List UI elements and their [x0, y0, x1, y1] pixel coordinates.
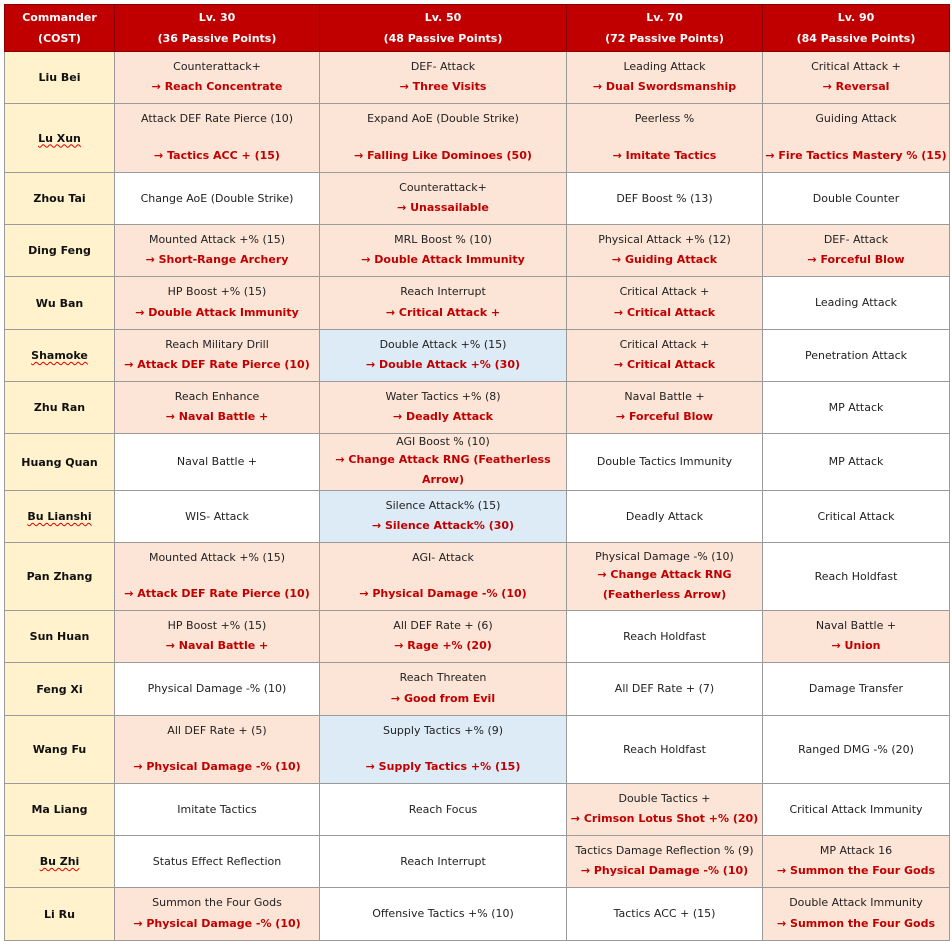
skill-cell — [763, 434, 950, 491]
skill-cell — [320, 663, 567, 716]
base-skill: Mounted Attack +% (15) — [148, 232, 286, 246]
skill-cell — [320, 330, 567, 382]
passive-skills-table — [4, 4, 950, 941]
skill-cell — [567, 611, 763, 663]
upgrade-skill: → Critical Attack — [613, 305, 716, 319]
skill-cell — [567, 277, 763, 330]
commander-name: Huang Quan — [5, 434, 115, 491]
skill-cell — [320, 52, 567, 104]
commander-name: Pan Zhang — [5, 543, 115, 611]
skill-cell — [567, 836, 763, 888]
table-row — [5, 888, 950, 941]
base-skill: Leading Attack — [814, 296, 898, 309]
table-row — [5, 330, 950, 382]
base-skill: All DEF Rate + (6) — [393, 618, 493, 632]
skill-cell — [320, 491, 567, 543]
base-skill: AGI- Attack — [412, 550, 474, 564]
upgrade-skill: → Short-Range Archery — [145, 252, 289, 266]
base-skill: Physical Damage -% (10) — [147, 682, 287, 695]
commander-name: Zhou Tai — [5, 173, 115, 225]
upgrade-skill: → Union — [831, 638, 881, 652]
base-skill: Reach Holdfast — [814, 569, 898, 583]
base-skill: Counterattack+ — [399, 180, 487, 194]
upgrade-skill: → Good from Evil — [390, 691, 496, 705]
upgrade-skill: → Deadly Attack — [393, 409, 493, 423]
base-skill: Damage Transfer — [808, 682, 904, 695]
base-skill: Reach Holdfast — [623, 629, 706, 643]
base-skill: Peerless % — [634, 111, 695, 125]
upgrade-skill: → Naval Battle + — [165, 409, 269, 423]
base-skill: All DEF Rate + (7) — [614, 682, 715, 695]
skill-cell — [115, 836, 320, 888]
base-skill: All DEF Rate + (5) — [167, 723, 267, 737]
skill-cell — [320, 225, 567, 277]
skill-cell — [763, 888, 950, 941]
upgrade-skill: → Double Attack +% (30) — [365, 357, 521, 371]
base-skill: Double Attack +% (15) — [379, 337, 507, 351]
base-skill: Guiding Attack — [815, 111, 897, 125]
base-skill: Imitate Tactics — [177, 802, 257, 816]
skill-cell — [567, 491, 763, 543]
upgrade-skill: → Falling Like Dominoes (50) — [354, 148, 532, 162]
skill-cell — [320, 434, 567, 491]
table-row — [5, 784, 950, 836]
base-skill: Status Effect Reflection — [152, 854, 282, 868]
skill-cell — [115, 716, 320, 784]
commander-name: Shamoke — [5, 330, 115, 382]
upgrade-skill: → Imitate Tactics — [612, 148, 717, 162]
commander-name: Ma Liang — [5, 784, 115, 836]
base-skill: HP Boost +% (15) — [167, 284, 267, 298]
skill-cell — [567, 104, 763, 173]
header-commander: Commander (COST) — [5, 5, 115, 52]
base-skill: Leading Attack — [623, 59, 706, 73]
skill-cell — [320, 888, 567, 941]
skill-cell — [320, 716, 567, 784]
skill-cell — [320, 784, 567, 836]
upgrade-skill: → Double Attack Immunity — [361, 252, 525, 266]
upgrade-skill: → Forceful Blow — [807, 252, 905, 266]
upgrade-skill: → Physical Damage -% (10) — [359, 586, 527, 600]
skill-cell — [320, 611, 567, 663]
skill-cell — [320, 836, 567, 888]
base-skill: HP Boost +% (15) — [167, 618, 267, 632]
skill-cell — [763, 716, 950, 784]
skill-cell — [567, 784, 763, 836]
skill-cell — [115, 173, 320, 225]
base-skill: MP Attack — [828, 455, 884, 468]
base-skill: Double Tactics Immunity — [596, 455, 733, 468]
table-row — [5, 104, 950, 173]
table-row — [5, 491, 950, 543]
skill-cell — [763, 382, 950, 434]
skill-cell — [320, 277, 567, 330]
skill-cell — [320, 382, 567, 434]
upgrade-skill: → Forceful Blow — [615, 409, 714, 423]
upgrade-skill: → Tactics ACC + (15) — [154, 148, 280, 162]
skill-cell — [320, 104, 567, 173]
skill-cell — [567, 663, 763, 716]
table-row — [5, 434, 950, 491]
header-row — [5, 5, 950, 52]
base-skill: Critical Attack + — [811, 59, 901, 73]
skill-cell — [567, 888, 763, 941]
upgrade-skill: → Dual Swordsmanship — [592, 79, 737, 93]
skill-cell — [115, 277, 320, 330]
base-skill: Attack DEF Rate Pierce (10) — [141, 111, 293, 125]
skill-cell — [320, 173, 567, 225]
base-skill: Reach Military Drill — [165, 337, 269, 351]
table-row — [5, 225, 950, 277]
upgrade-skill: → Fire Tactics Mastery % (15) — [765, 148, 947, 162]
header-lv50: Lv. 50 (48 Passive Points) — [320, 5, 567, 52]
base-skill: MP Attack 16 — [819, 843, 893, 857]
skill-cell — [763, 663, 950, 716]
commander-name: Liu Bei — [5, 52, 115, 104]
upgrade-skill: → Rage +% (20) — [394, 638, 492, 652]
base-skill: AGI Boost % (10) — [396, 435, 490, 448]
base-skill: Naval Battle + — [815, 618, 897, 632]
upgrade-skill: → Critical Attack — [613, 357, 716, 371]
skill-cell — [567, 716, 763, 784]
skill-cell — [115, 888, 320, 941]
skill-cell — [115, 104, 320, 173]
base-skill: Offensive Tactics +% (10) — [372, 907, 514, 920]
skill-cell — [320, 543, 567, 611]
skill-cell — [115, 663, 320, 716]
upgrade-skill: → Guiding Attack — [611, 252, 718, 266]
upgrade-skill: → Double Attack Immunity — [135, 305, 299, 319]
base-skill: Change AoE (Double Strike) — [140, 191, 294, 205]
skill-cell — [115, 382, 320, 434]
base-skill: Expand AoE (Double Strike) — [367, 111, 519, 125]
base-skill: Water Tactics +% (8) — [385, 389, 501, 403]
table-row — [5, 382, 950, 434]
base-skill: Supply Tactics +% (9) — [382, 723, 504, 737]
upgrade-skill: → Critical Attack + — [385, 305, 501, 319]
base-skill: Reach Threaten — [399, 670, 487, 684]
base-skill: Naval Battle + — [176, 455, 258, 468]
upgrade-skill: → Physical Damage -% (10) — [133, 916, 301, 930]
skill-cell — [763, 611, 950, 663]
base-skill: Silence Attack% (15) — [385, 498, 501, 512]
base-skill: Naval Battle + — [624, 389, 705, 403]
upgrade-skill: → Silence Attack% (30) — [371, 518, 515, 532]
commander-name: Feng Xi — [5, 663, 115, 716]
base-skill: Physical Damage -% (10) — [595, 549, 734, 563]
base-skill: Summon the Four Gods — [152, 895, 282, 909]
commander-name: Bu Zhi — [5, 836, 115, 888]
upgrade-skill: → Physical Damage -% (10) — [133, 759, 301, 773]
base-skill: Reach Holdfast — [623, 742, 706, 756]
table-row — [5, 716, 950, 784]
skill-cell — [763, 104, 950, 173]
base-skill: Reach Focus — [408, 802, 478, 816]
upgrade-skill: → Crimson Lotus Shot +% (20) — [570, 811, 759, 825]
skill-cell — [115, 611, 320, 663]
base-skill: Tactics ACC + (15) — [613, 907, 716, 920]
base-skill: Critical Attack Immunity — [789, 802, 923, 816]
skill-cell — [763, 225, 950, 277]
commander-name: Bu Lianshi — [5, 491, 115, 543]
table-row — [5, 173, 950, 225]
table-row — [5, 543, 950, 611]
commander-name: Wu Ban — [5, 277, 115, 330]
commander-name: Ding Feng — [5, 225, 115, 277]
skill-cell — [567, 330, 763, 382]
table-row — [5, 836, 950, 888]
table-row — [5, 663, 950, 716]
header-lv30: Lv. 30 (36 Passive Points) — [115, 5, 320, 52]
skill-cell — [567, 382, 763, 434]
commander-name: Lu Xun — [5, 104, 115, 173]
base-skill: Double Counter — [812, 191, 900, 205]
skill-cell — [115, 543, 320, 611]
skill-cell — [567, 543, 763, 611]
upgrade-skill: → Unassailable — [397, 200, 489, 214]
skill-cell — [115, 225, 320, 277]
skill-cell — [115, 784, 320, 836]
skill-cell — [567, 225, 763, 277]
base-skill: MRL Boost % (10) — [394, 232, 492, 246]
skill-cell — [567, 434, 763, 491]
base-skill: Penetration Attack — [804, 348, 907, 362]
base-skill: Tactics Damage Reflection % (9) — [575, 843, 754, 857]
table-row — [5, 611, 950, 663]
header-lv90: Lv. 90 (84 Passive Points) — [763, 5, 950, 52]
base-skill: Mounted Attack +% (15) — [148, 550, 286, 564]
upgrade-skill: → Reversal — [822, 79, 890, 93]
commander-name: Li Ru — [5, 888, 115, 941]
upgrade-skill: → Summon the Four Gods — [776, 863, 936, 877]
upgrade-skill: → Change Attack RNG (Featherless Arrow) — [335, 453, 551, 486]
upgrade-skill: → Physical Damage -% (10) — [580, 863, 749, 877]
skill-cell — [763, 52, 950, 104]
skill-cell — [763, 543, 950, 611]
upgrade-skill: → Supply Tactics +% (15) — [365, 759, 521, 773]
base-skill: Critical Attack + — [619, 284, 710, 298]
base-skill: DEF- Attack — [410, 59, 476, 73]
upgrade-skill: → Three Visits — [399, 79, 487, 93]
upgrade-skill: → Naval Battle + — [165, 638, 269, 652]
base-skill: Critical Attack + — [619, 337, 710, 351]
base-skill: Ranged DMG -% (20) — [798, 742, 914, 756]
base-skill: Counterattack+ — [173, 59, 261, 73]
header-lv70: Lv. 70 (72 Passive Points) — [567, 5, 763, 52]
upgrade-skill: → Change Attack RNG (Featherless Arrow) — [597, 567, 732, 601]
base-skill: Reach Enhance — [174, 389, 260, 403]
base-skill: Double Tactics + — [618, 791, 711, 805]
commander-name: Zhu Ran — [5, 382, 115, 434]
upgrade-skill: → Summon the Four Gods — [776, 916, 936, 930]
skill-cell — [567, 173, 763, 225]
base-skill: MP Attack — [828, 400, 884, 414]
base-skill: Physical Attack +% (12) — [598, 232, 731, 246]
base-skill: Critical Attack — [817, 509, 895, 523]
base-skill: Deadly Attack — [625, 509, 704, 523]
table-row — [5, 277, 950, 330]
skill-cell — [763, 491, 950, 543]
base-skill: DEF Boost % (13) — [616, 191, 713, 205]
upgrade-skill: → Attack DEF Rate Pierce (10) — [124, 357, 310, 371]
skill-cell — [115, 330, 320, 382]
skill-cell — [763, 784, 950, 836]
base-skill: Reach Interrupt — [400, 284, 486, 298]
base-skill: DEF- Attack — [823, 232, 889, 246]
skill-cell — [763, 173, 950, 225]
upgrade-skill: → Reach Concentrate — [151, 79, 283, 93]
table-row — [5, 52, 950, 104]
base-skill: Reach Interrupt — [400, 854, 486, 868]
skill-cell — [763, 836, 950, 888]
commander-name: Sun Huan — [5, 611, 115, 663]
upgrade-skill: → Attack DEF Rate Pierce (10) — [124, 586, 310, 600]
skill-cell — [115, 434, 320, 491]
skill-cell — [763, 277, 950, 330]
skill-cell — [115, 52, 320, 104]
skill-cell — [115, 491, 320, 543]
commander-name: Wang Fu — [5, 716, 115, 784]
base-skill: WIS- Attack — [185, 509, 249, 523]
base-skill: Double Attack Immunity — [789, 895, 923, 909]
skill-cell — [763, 330, 950, 382]
skill-cell — [567, 52, 763, 104]
